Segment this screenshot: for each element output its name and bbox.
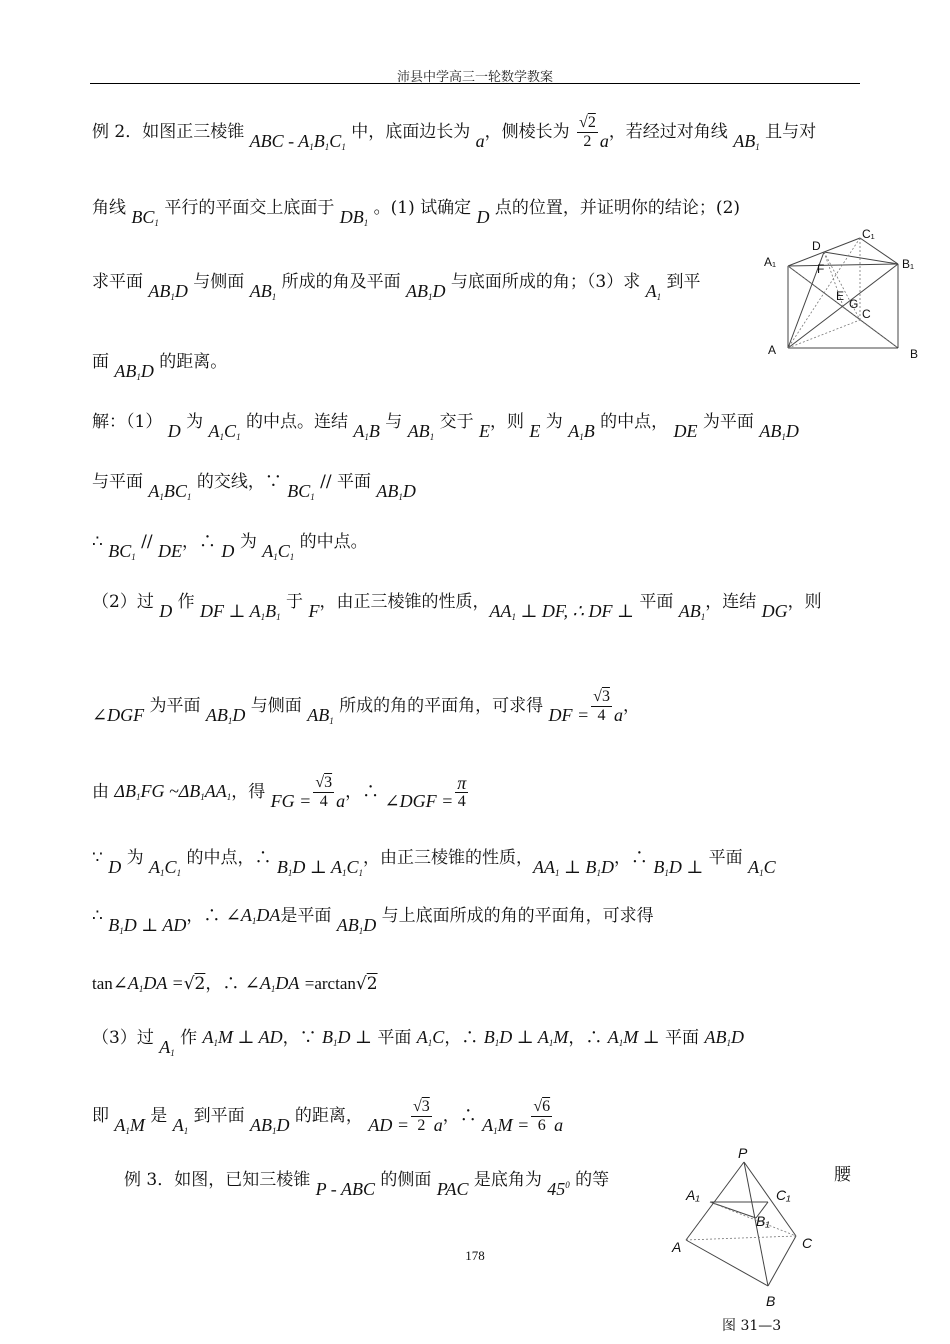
- text-line-12: ∴ $B_1D$ ⊥ AD，∴ $\angle A_1DA$是平面 $AB_1D$ 与上底面所成的角的平面角，可求得: [92, 905, 654, 936]
- label2-A: A: [672, 1239, 682, 1255]
- text-line-8: （2）过 D 作 DF ⊥ $A_1B_1$ 于 F，由正三棱锥的性质，$AA_1$ ⊥ DF, ∴ DF ⊥ 平面 $AB_1$，连结 DG，则: [92, 592, 822, 622]
- label-B1: B₁: [902, 257, 915, 271]
- text-line-4: 面 $AB_1D$ 的距离。: [92, 352, 228, 382]
- label-B: B: [910, 347, 919, 361]
- header-rule: [90, 83, 860, 84]
- figure-prism: [756, 222, 926, 368]
- text-line-5: 解：（1） D 为 $A_1C_1$ 的中点。连结 $A_1B$ 与 $AB_1$ 交于 E，则 E 为 $A_1B$ 的中点， DE 为平面 $AB_1D$: [92, 412, 799, 442]
- label-A: A: [768, 343, 777, 357]
- page-header: 沛县中学高三一轮数学教案: [396, 70, 553, 85]
- text-line-9: ∠DGF 为平面 $AB_1D$ 与侧面 $AB_1$ 所成的角的平面角，可求得 DF = $\frac{√3}{4}$ a，: [92, 688, 640, 726]
- label-C: C: [862, 307, 871, 321]
- text-line-16b: 腰: [834, 1165, 851, 1185]
- label-G: G: [849, 297, 859, 311]
- label2-B1: B₁: [756, 1213, 770, 1229]
- text-line-2: 角线 $BC_1$ 平行的平面交上底面于 $DB_1$ 。(1) 试确定 D 点的位置，并证明你的结论；(2): [92, 198, 741, 228]
- text-line-15: 即 $A_1M$ 是 $A_1$ 到平面 $AB_1D$ 的距离， AD = $\frac{√3}{2}$ a，∴ $A_1M$ = $\frac{√6}{6}$ a: [92, 1098, 564, 1136]
- text-line-11: ∵ D 为 $A_1C_1$ 的中点，∴ $B_1D$ ⊥ $A_1C_1$，由正三棱锥的性质，$AA_1$ ⊥ $B_1D$，∴ $B_1D$ ⊥ 平面 $A_1C$: [92, 848, 776, 878]
- label2-B: B: [766, 1293, 776, 1309]
- label-F: F: [817, 262, 825, 276]
- label-C1: C₁: [862, 227, 875, 241]
- text-line-13: $\tan\angle A_1DA =√2$，∴ $\angle A_1DA =\arctan√2$: [92, 973, 378, 994]
- text-line-14: （3）过 $A_1$ 作 $A_1M$ ⊥ AD，∵ $B_1D$ ⊥ 平面 $A_1C$，∴ $B_1D$ ⊥ $A_1M$，∴ $A_1M$ ⊥ 平面 $AB_1D$: [92, 1027, 744, 1058]
- text-line-3: 求平面 $AB_1D$ 与侧面 $AB_1$ 所成的角及平面 $AB_1D$ 与底面所成的角；（3）求 $A_1$ 到平: [92, 272, 701, 302]
- label2-A1: A₁: [686, 1187, 700, 1203]
- label2-C1: C₁: [776, 1187, 791, 1203]
- label2-C: C: [802, 1235, 813, 1251]
- page-number: 178: [465, 1248, 485, 1263]
- label2-P: P: [738, 1145, 748, 1161]
- figure-pyramid: [664, 1144, 834, 1334]
- text-line-6: 与平面 $A_1BC_1$ 的交线，∵ $BC_1$ // 平面 $AB_1D$: [92, 472, 416, 502]
- text-line-1: 例 2．如图正三棱锥 ABC - $A_1B_1C_1$ 中，底面边长为 a，侧棱长为 $\frac{√2}{2}$ a，若经过对角线 $AB_1$ 且与对: [92, 114, 817, 152]
- text-line-7: ∴ $BC_1$ // DE，∴ D 为 $A_1C_1$ 的中点。: [92, 532, 368, 562]
- text-line-10: 由 $\Delta B_1FG$ $\sim\Delta B_1AA_1$，得 FG = $\frac{√3}{4}$ a，∴ ∠DGF = $\frac{\pi}{4}$: [92, 773, 467, 811]
- label-E: E: [836, 289, 845, 303]
- figure-caption: 图 31—3: [722, 1318, 782, 1334]
- label-D: D: [812, 239, 821, 253]
- label-A1: A₁: [764, 255, 777, 269]
- text-line-16: 例 3．如图，已知三棱锥 P - ABC 的侧面 PAC 是底角为 $45^0$ 的等: [124, 1170, 610, 1199]
